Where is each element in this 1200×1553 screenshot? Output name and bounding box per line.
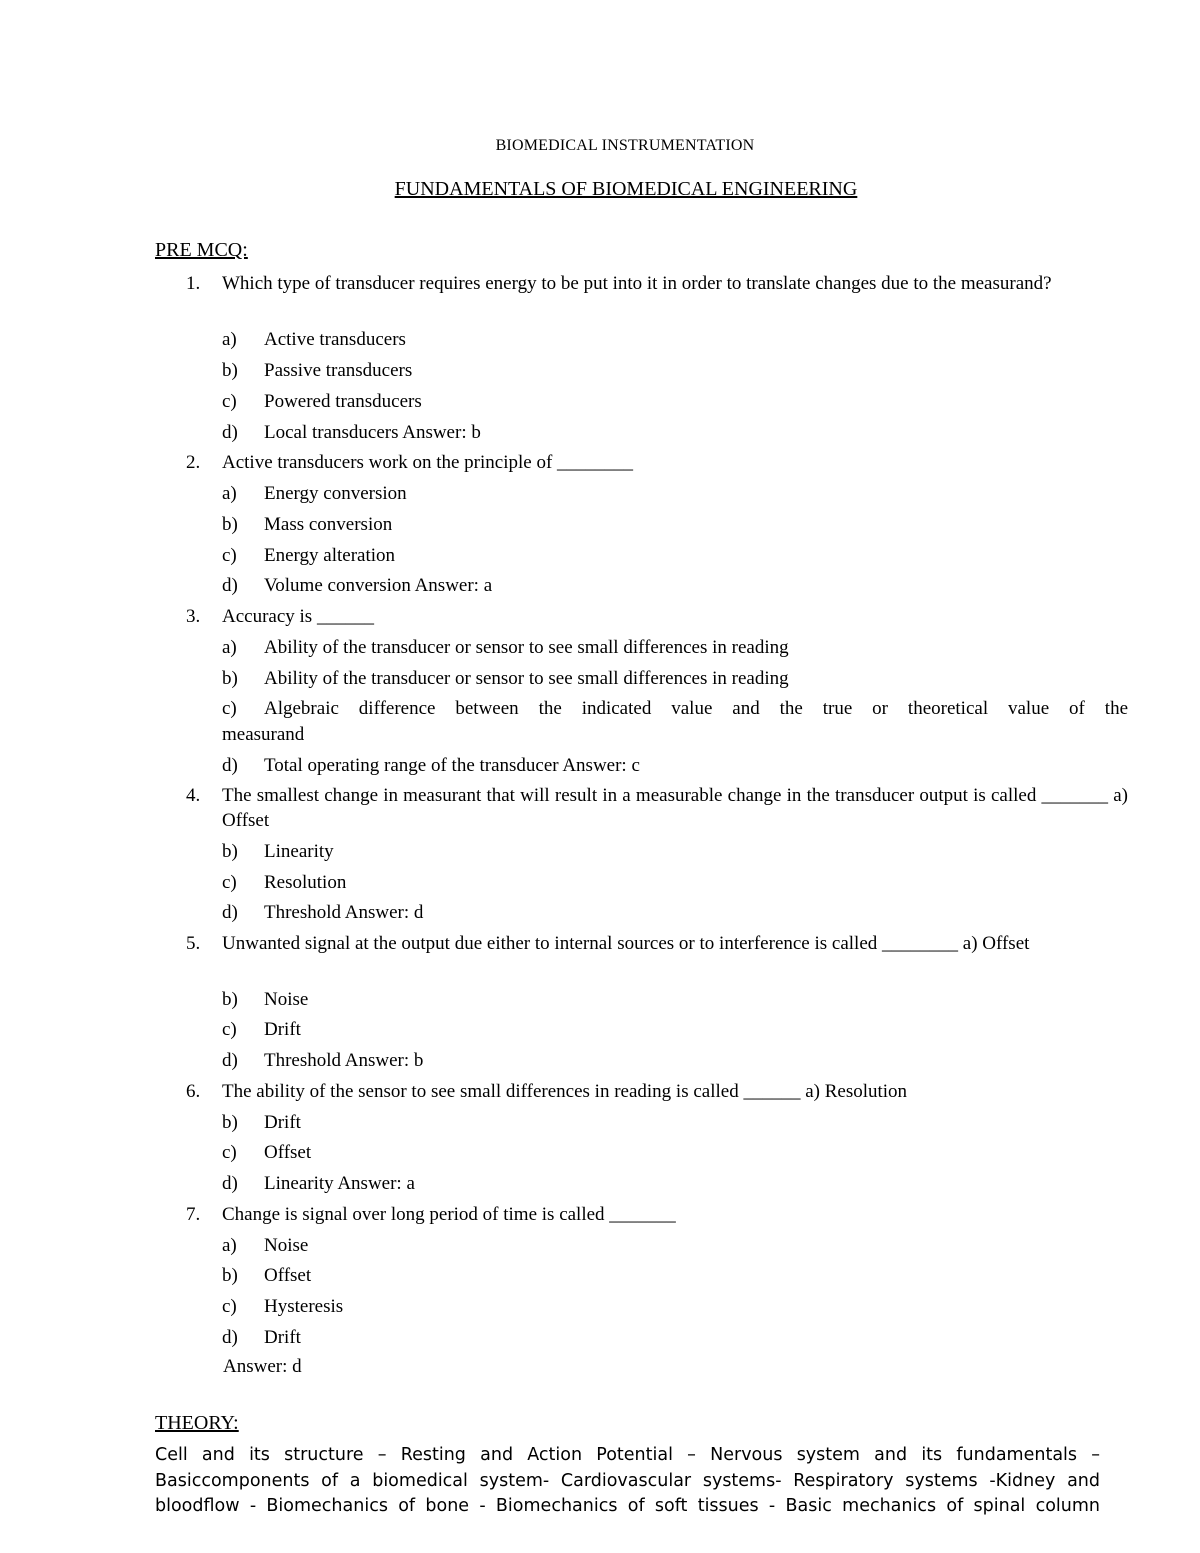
pre-mcq-heading: PRE MCQ: bbox=[155, 239, 248, 261]
question-number: 4. bbox=[186, 785, 201, 806]
option-text: Powered transducers bbox=[264, 391, 422, 412]
question-6-option-d bbox=[222, 1171, 1128, 1196]
question-3-option-d bbox=[222, 753, 1128, 778]
option-letter: b) bbox=[222, 668, 238, 689]
question-1-option-c bbox=[222, 389, 1128, 414]
theory-text: Cell and its structure – Resting and Action Potential – Nervous system and its fundamentals – Basiccomponents of a biomedical system- Cardiovascular systems- Respiratory systems -Kidney and bloodflow - Biomechanics of bone - Biomechanics of soft tissues - Basic mechanics of spinal column bbox=[155, 1445, 1100, 1516]
option-text: Drift bbox=[264, 1327, 301, 1348]
option-text: Energy conversion bbox=[264, 483, 407, 504]
option-text: Ability of the transducer or sensor to see small differences in reading bbox=[264, 637, 789, 658]
option-text: Threshold Answer: d bbox=[264, 902, 424, 923]
option-text: Active transducers bbox=[264, 329, 406, 350]
option-letter: b) bbox=[222, 360, 238, 381]
question-7-answer: Answer: d bbox=[223, 1356, 302, 1377]
question-number: 7. bbox=[186, 1204, 201, 1225]
question-5-option-d bbox=[222, 1048, 1128, 1073]
option-text: Drift bbox=[264, 1019, 301, 1040]
question-number: 3. bbox=[186, 606, 201, 627]
question-text: Active transducers work on the principle of ________ bbox=[222, 452, 634, 473]
document-subtitle: FUNDAMENTALS OF BIOMEDICAL ENGINEERING bbox=[394, 178, 858, 200]
question-number: 5. bbox=[186, 933, 201, 954]
option-letter: a) bbox=[222, 483, 237, 504]
question-text: Unwanted signal at the output due either to internal sources or to interference is called ________ a) Offset bbox=[222, 933, 1030, 954]
question-number: 1. bbox=[186, 273, 201, 294]
question-1-option-d bbox=[222, 420, 1128, 445]
question-7-option-c bbox=[222, 1294, 1128, 1319]
question-number: 6. bbox=[186, 1081, 201, 1102]
document-title: BIOMEDICAL INSTRUMENTATION bbox=[495, 137, 755, 154]
question-2-option-d bbox=[222, 573, 1128, 598]
option-text: Threshold Answer: b bbox=[264, 1050, 424, 1071]
option-text: Total operating range of the transducer Answer: c bbox=[264, 755, 640, 776]
question-text: The ability of the sensor to see small differences in reading is called ______ a) Resolution bbox=[222, 1081, 908, 1102]
question-2-option-c bbox=[222, 543, 1128, 568]
option-letter: c) bbox=[222, 872, 237, 893]
option-letter: b) bbox=[222, 841, 238, 862]
question-4-option-c bbox=[222, 870, 1128, 895]
question-3-option-b bbox=[222, 666, 1128, 691]
option-text: Offset bbox=[264, 1265, 312, 1286]
question-7-option-b bbox=[222, 1263, 1128, 1288]
question-1-option-b bbox=[222, 358, 1128, 383]
question-4 bbox=[186, 783, 1128, 833]
question-6-option-c bbox=[222, 1140, 1128, 1165]
question-6 bbox=[186, 1079, 1128, 1104]
question-7 bbox=[186, 1202, 1128, 1227]
option-text: Passive transducers bbox=[264, 360, 413, 381]
option-letter: a) bbox=[222, 329, 237, 350]
option-text: Volume conversion Answer: a bbox=[264, 575, 493, 596]
question-4-option-d bbox=[222, 900, 1128, 925]
option-letter: d) bbox=[222, 422, 238, 443]
option-text: Linearity bbox=[264, 841, 334, 862]
option-text: Noise bbox=[264, 989, 309, 1010]
question-3-option-c bbox=[222, 696, 1128, 721]
question-3-option-c-continuation: measurand bbox=[222, 724, 305, 745]
option-text: Noise bbox=[264, 1235, 309, 1256]
question-text: The smallest change in measurant that will result in a measurable change in the transducer output is called _______ a) Offset bbox=[222, 785, 1128, 831]
option-text: Mass conversion bbox=[264, 514, 393, 535]
option-letter: b) bbox=[222, 989, 238, 1010]
question-text: Which type of transducer requires energy to be put into it in order to translate changes due to the measurand? bbox=[222, 273, 1052, 294]
option-letter: d) bbox=[222, 1050, 238, 1071]
question-2-option-b bbox=[222, 512, 1128, 537]
option-letter: d) bbox=[222, 1173, 238, 1194]
question-7-option-a bbox=[222, 1233, 1128, 1258]
option-text: Drift bbox=[264, 1112, 301, 1133]
question-5-option-b bbox=[222, 987, 1128, 1012]
option-text: Ability of the transducer or sensor to see small differences in reading bbox=[264, 668, 789, 689]
question-2-option-a bbox=[222, 481, 1128, 506]
question-text: Accuracy is ______ bbox=[222, 606, 374, 627]
question-5-option-c bbox=[222, 1017, 1128, 1042]
question-4-option-b bbox=[222, 839, 1128, 864]
question-7-option-d bbox=[222, 1325, 1128, 1350]
option-letter: d) bbox=[222, 575, 238, 596]
option-letter: d) bbox=[222, 755, 238, 776]
question-text: Change is signal over long period of time is called _______ bbox=[222, 1204, 676, 1225]
question-2 bbox=[186, 450, 1128, 475]
question-5 bbox=[186, 931, 1128, 956]
option-letter: c) bbox=[222, 1019, 237, 1040]
option-letter: d) bbox=[222, 1327, 238, 1348]
theory-heading: THEORY: bbox=[155, 1412, 239, 1434]
option-text: Energy alteration bbox=[264, 545, 396, 566]
option-text: Hysteresis bbox=[264, 1296, 344, 1317]
option-letter: b) bbox=[222, 1112, 238, 1133]
question-number: 2. bbox=[186, 452, 201, 473]
option-text: Offset bbox=[264, 1142, 312, 1163]
option-text: Algebraic difference between the indicated value and the true or theoretical value of the bbox=[264, 698, 1128, 719]
option-text: Local transducers Answer: b bbox=[264, 422, 481, 443]
question-1 bbox=[186, 271, 1128, 296]
option-text: Linearity Answer: a bbox=[264, 1173, 415, 1194]
option-letter: d) bbox=[222, 902, 238, 923]
option-letter: a) bbox=[222, 1235, 237, 1256]
option-text: Resolution bbox=[264, 872, 347, 893]
question-3 bbox=[186, 604, 1128, 629]
option-letter: b) bbox=[222, 1265, 238, 1286]
option-letter: b) bbox=[222, 514, 238, 535]
question-3-option-a bbox=[222, 635, 1128, 660]
option-letter: c) bbox=[222, 1296, 237, 1317]
option-letter: c) bbox=[222, 1142, 237, 1163]
question-1-option-a bbox=[222, 327, 1128, 352]
option-letter: c) bbox=[222, 545, 237, 566]
option-letter: a) bbox=[222, 637, 237, 658]
question-6-option-b bbox=[222, 1110, 1128, 1135]
option-letter: c) bbox=[222, 698, 237, 719]
option-letter: c) bbox=[222, 391, 237, 412]
